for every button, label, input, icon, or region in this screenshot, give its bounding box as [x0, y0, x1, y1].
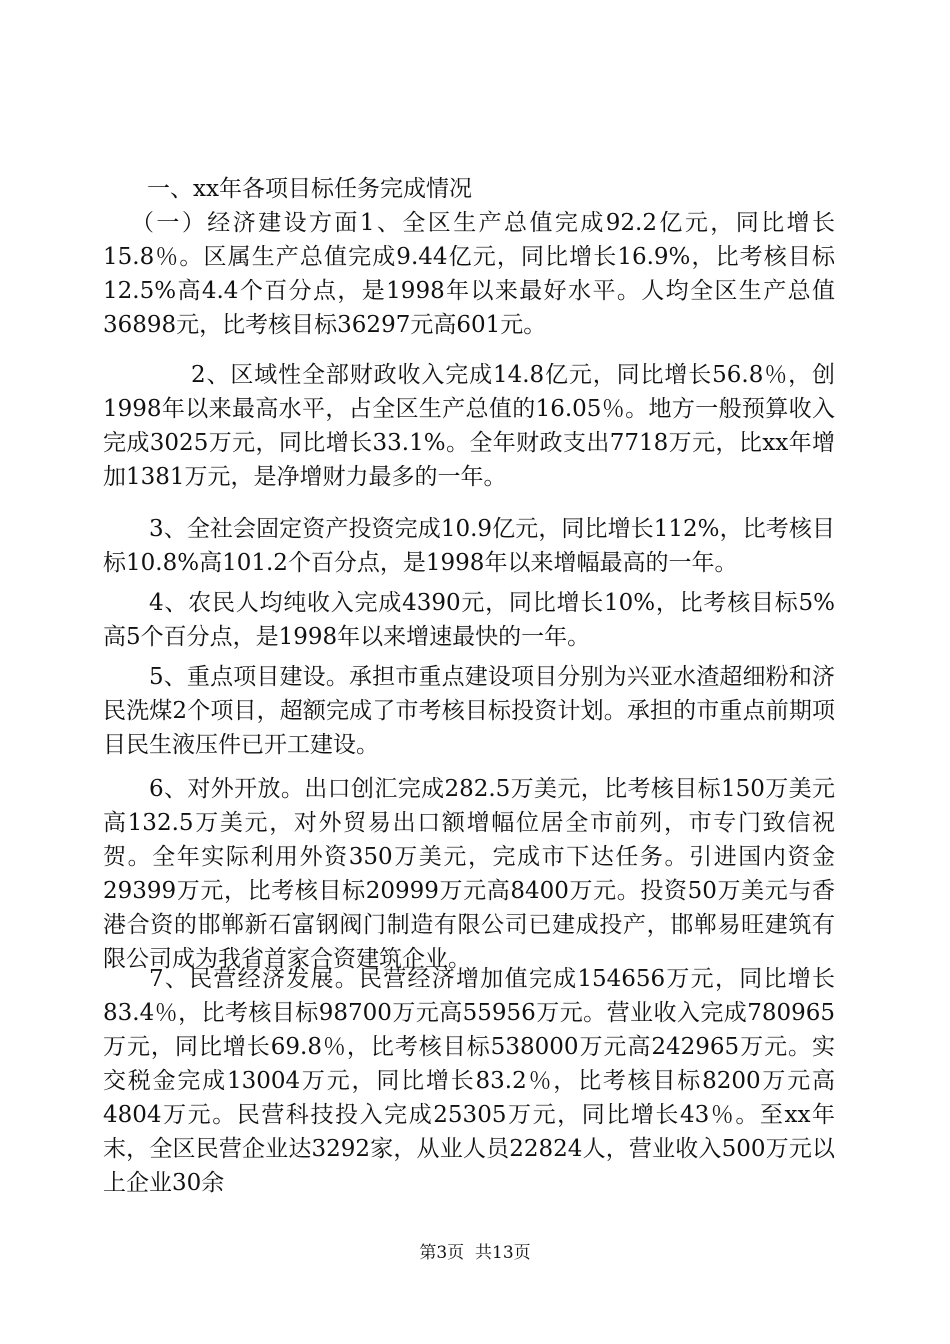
- paragraph-farmer-income: 4、农民人均纯收入完成4390元，同比增长10%，比考核目标5%高5个百分点，是1998年以来增速最快的一年。: [103, 590, 835, 650]
- paragraph-fixed-asset-investment: 3、全社会固定资产投资完成10.9亿元，同比增长112%，比考核目标10.8%高101.2个百分点，是1998年以来增幅最高的一年。: [103, 516, 835, 576]
- paragraph-opening-up: 6、对外开放。出口创汇完成282.5万美元，比考核目标150万美元高132.5万美元，对外贸易出口额增幅位居全市前列，市专门致信祝贺。全年实际利用外资350万美元，完成市下达任务。引进国内资金29399万元，比考核目标20999万元高8400万元。投资50万美元与香港合资的邯郸新石富钢阀门制造有限公司已建成投产，邯郸易旺建筑有限公司成为我省首家合资建筑企业。: [103, 776, 835, 972]
- page-number: 第3页: [419, 1243, 465, 1263]
- paragraph-fiscal-revenue: 2、区域性全部财政收入完成14.8亿元，同比增长56.8％，创1998年以来最高水平，占全区生产总值的16.05％。地方一般预算收入完成3025万元，同比增长33.1%。全年财政支出7718万元，比xx年增加1381万元，是净增财力最多的一年。: [103, 362, 835, 490]
- page-total: 共13页: [475, 1243, 531, 1263]
- page-footer: [0, 1241, 950, 1265]
- section-heading: 一、xx年各项目标任务完成情况: [147, 176, 472, 202]
- footer-separator: [464, 1243, 475, 1263]
- paragraph-key-projects: 5、重点项目建设。承担市重点建设项目分别为兴亚水渣超细粉和济民洗煤2个项目，超额完成了市考核目标投资计划。承担的市重点前期项目民生液压件已开工建设。: [103, 664, 835, 758]
- paragraph-economic-overview: （一）经济建设方面1、全区生产总值完成92.2亿元，同比增长15.8％。区属生产总值完成9.44亿元，同比增长16.9%，比考核目标12.5%高4.4个百分点，是1998年以来最好水平。人均全区生产总值36898元，比考核目标36297元高601元。: [103, 210, 835, 338]
- paragraph-private-economy: 7、民营经济发展。民营经济增加值完成154656万元，同比增长83.4％，比考核目标98700万元高55956万元。营业收入完成780965万元，同比增长69.8％，比考核目标538000万元高242965万元。实交税金完成13004万元，同比增长83.2％，比考核目标8200万元高4804万元。民营科技投入完成25305万元，同比增长43％。至xx年末，全区民营企业达3292家，从业人员22824人，营业收入500万元以上企业30余: [103, 966, 835, 1196]
